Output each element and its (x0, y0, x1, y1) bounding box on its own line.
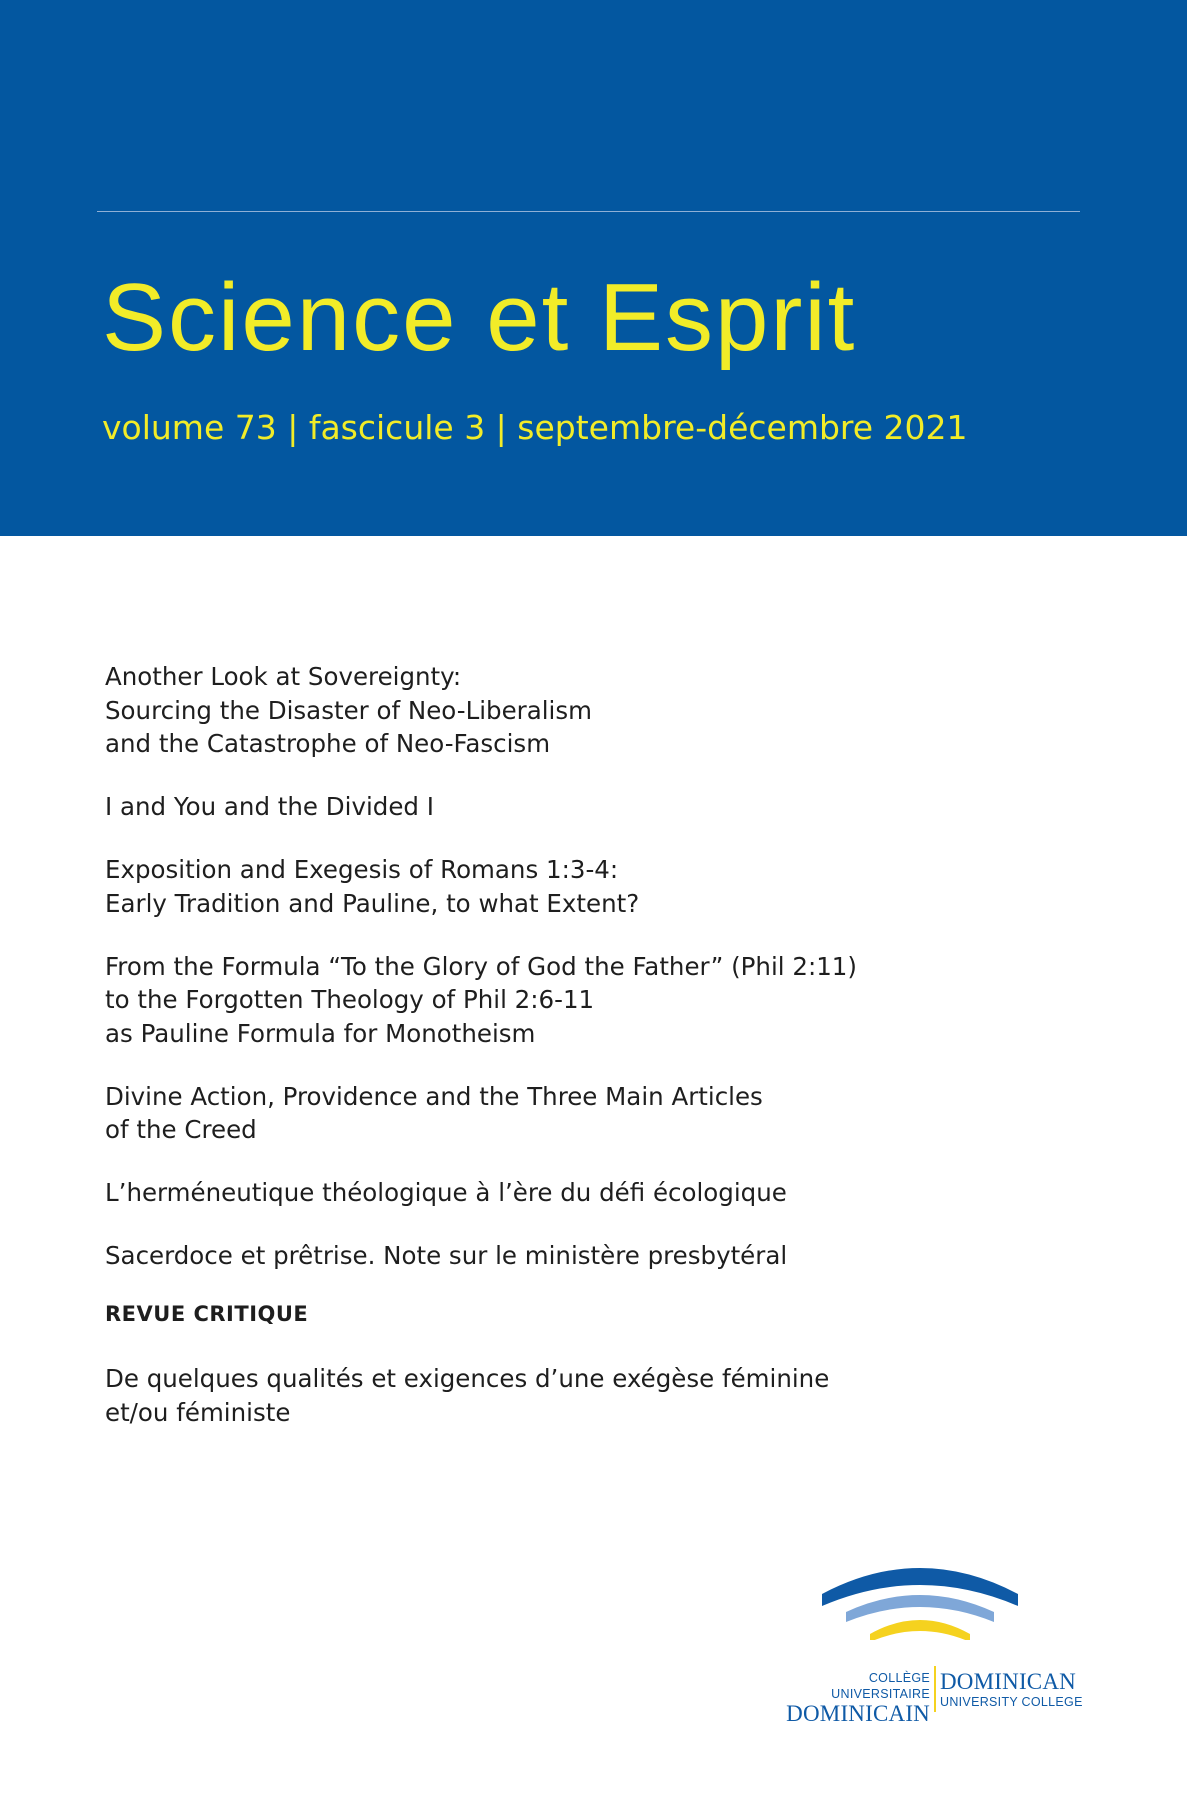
header-rule (97, 211, 1080, 212)
journal-title: Science et Esprit (102, 264, 857, 371)
toc-item (105, 853, 1105, 920)
logo-big-text: DOMINICAIN (786, 1701, 930, 1726)
toc-line: L’herméneutique théologique à l’ère du défi écologique (105, 1178, 787, 1207)
toc-item (105, 1362, 1105, 1429)
toc-line: Exposition and Exegesis of Romans 1:3-4: (105, 855, 619, 884)
toc-line: Sourcing the Disaster of Neo-Liberalism (105, 695, 592, 725)
logo-big-text: DOMINICAN (940, 1669, 1076, 1694)
toc-line: and the Catastrophe of Neo-Fascism (105, 729, 551, 758)
logo-small-text: UNIVERSITY COLLEGE (940, 1695, 1083, 1709)
toc-line: Sacerdoce et prêtrise. Note sur le ministère presbytéral (105, 1241, 788, 1270)
toc-item (105, 660, 1105, 761)
toc-line: Early Tradition and Pauline, to what Extent? (105, 888, 640, 918)
toc-line: I and You and the Divided I (105, 792, 434, 821)
toc-line: Divine Action, Providence and the Three Main Articles (105, 1081, 763, 1111)
toc-item (105, 1176, 1105, 1210)
toc-line: of the Creed (105, 1115, 257, 1144)
college-logo (760, 1560, 1100, 1726)
logo-text-english (940, 1670, 1100, 1710)
toc-item (105, 1239, 1105, 1273)
toc-item (105, 1080, 1105, 1147)
toc-line: to the Forgotten Theology of Phil 2:6-11 (105, 985, 595, 1014)
arch-logo-icon (820, 1560, 1020, 1640)
toc-item (105, 950, 1105, 1051)
issue-line: volume 73 | fascicule 3 | septembre-décembre 2021 (102, 408, 968, 447)
cover-header (0, 0, 1187, 536)
logo-divider (934, 1666, 936, 1712)
toc-line: as Pauline Formula for Monotheism (105, 1018, 536, 1048)
toc-line: et/ou féministe (105, 1397, 291, 1427)
toc-line: From the Formula “To the Glory of God the Father” (Phil 2:11) (105, 951, 857, 981)
toc-line: De quelques qualités et exigences d’une exégèse féminine (105, 1364, 830, 1393)
table-of-contents (105, 660, 1105, 1459)
toc-item (105, 790, 1105, 824)
section-heading-revue-critique: REVUE CRITIQUE (105, 1302, 309, 1326)
toc-line: Another Look at Sovereignty: (105, 662, 462, 691)
logo-small-text: COLLÈGE UNIVERSITAIRE (831, 1671, 930, 1701)
logo-text-french (772, 1670, 930, 1726)
